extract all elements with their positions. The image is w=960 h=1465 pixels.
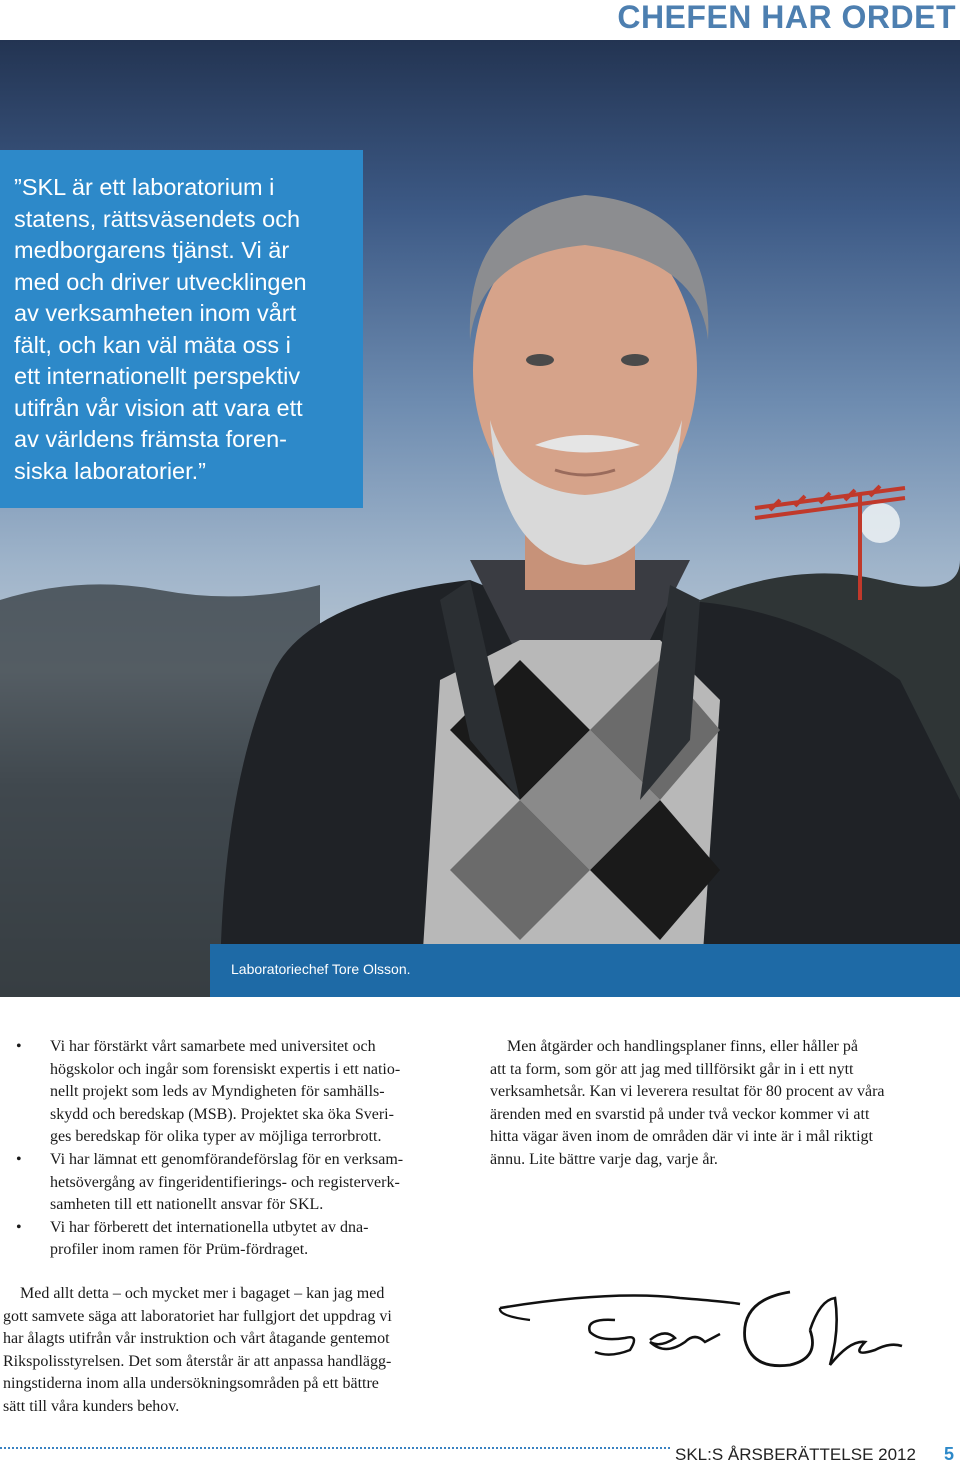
pull-quote-box bbox=[0, 150, 363, 508]
signature-icon bbox=[490, 1270, 910, 1380]
list-item: • Vi har lämnat ett genomförandeförslag för en verksam- hetsövergång av fingeridentifierings- och registerverk- samheten till ett nationellt ansvar för SKL. bbox=[16, 1149, 451, 1217]
achievement-list bbox=[16, 1036, 451, 1262]
signature bbox=[490, 1270, 910, 1385]
photo-caption: Laboratoriechef Tore Olsson. bbox=[231, 961, 411, 977]
list-item: • Vi har förstärkt vårt samarbete med universitet och högskolor och ingår som forensiskt expertis i ett natio- nellt projekt som leds av Myndigheten för samhälls- skydd och beredskap (MSB). Projektet ska öka Sveri- ges beredskap för olika typer av möjliga terrorbrott. bbox=[16, 1036, 451, 1149]
footer-rule bbox=[0, 1447, 670, 1449]
page-number: 5 bbox=[944, 1444, 955, 1464]
pull-quote: ”SKL är ett laboratorium i statens, rättsväsendets och medborgarens tjänst. Vi är med och driver utvecklingen av verksamheten inom vårt fält, och kan väl mäta oss i ett internationellt perspektiv utifrån vår vision att vara ett av världens främsta foren- siska laboratorier.” bbox=[14, 174, 307, 484]
photo-caption-bar bbox=[210, 944, 960, 997]
section-title: CHEFEN HAR ORDET bbox=[617, 0, 956, 35]
closing-paragraph: Med allt detta – och mycket mer i bagaget – kan jag med gott samvete säga att laboratoriet har fullgjort det uppdrag vi har ålagts utifrån vår instruktion och vårt åtagande gentemot Rikspolisstyrelsen. Det som återstår är att anpassa handlägg- ningstiderna inom alla undersökningsområden på ett bättre sätt till våra kunders behov. bbox=[3, 1285, 392, 1415]
footer-report-label: SKL:S ÅRSBERÄTTELSE 2012 bbox=[675, 1445, 916, 1464]
list-item: • Vi har förberett det internationella utbytet av dna- profiler inom ramen för Prüm-fördraget. bbox=[16, 1217, 451, 1262]
right-column-paragraph: Men åtgärder och handlingsplaner finns, eller håller på att ta form, som gör att jag med tillförsikt går in i ett nytt verksamhetsår. Kan vi leverera resultat för 80 procent av våra ärenden med en svarstid på under två veckor kommer vi att hitta vägar även inom de områden där vi inte är i mål riktigt ännu. Lite bättre varje dag, varje år. bbox=[490, 1038, 885, 1168]
